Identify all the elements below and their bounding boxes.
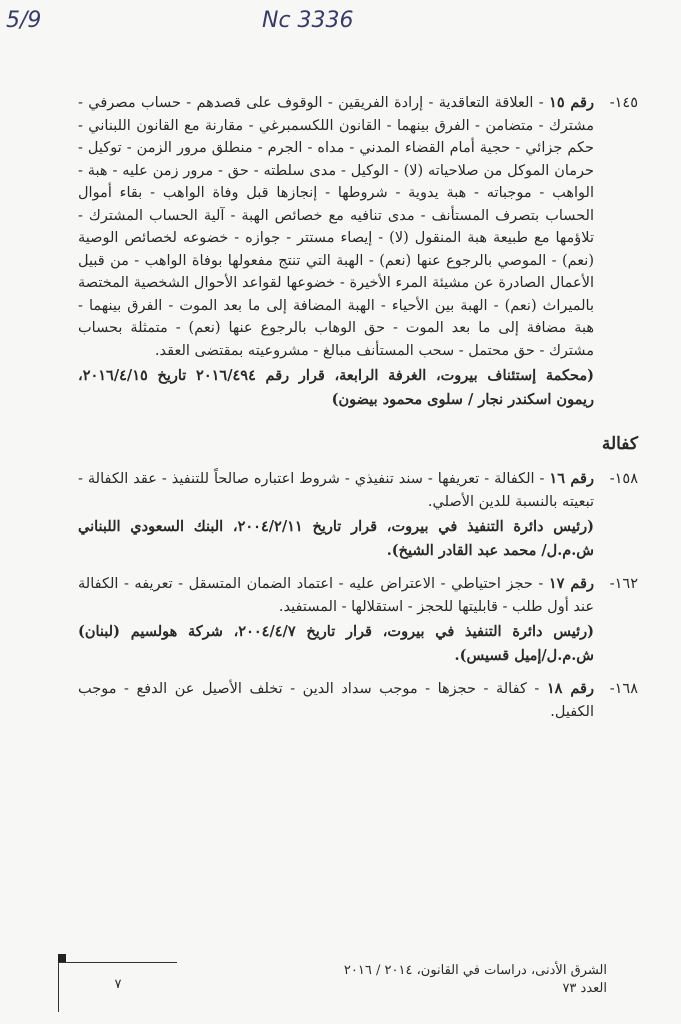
entry-body [78, 678, 594, 723]
entry-keywords: - العلاقة التعاقدية - إرادة الفريقين - الوقوف على قصدهم - حساب مصرفي - مشترك - متضامن - الفرق بينهما - القانون اللكسمبرغي - مقارنة مع القانون اللبناني - حكم جزائي - حجية أمام القضاء المدني - مداه - الجرم - منطلق مرور الزمن - توكيل - حرمان الموكل من صلاحياته (لا) - الوكيل - مدى سلطته - حق - مرور زمن عليه - هبة - الواهب - موجباته - هبة يدوية - شروطها - إنجازها قبل وفاة الواهب - بقاء أموال الحساب بتصرف المستأنف - مدى تنافيه مع خصائص الهبة - آلية الحساب المشترك - تلاؤمها مع طبيعة هبة المنقول (لا) - إيصاء مستتر - جوازه - خضوعه لخصائص الوصية (نعم) - الموصي بالرجوع عنها (نعم) - الهبة التي تنتج مفعولها بوفاة الواهب - من قبيل الأعمال الصادرة عن مشيئة المرء الأخيرة - خضوعها لقواعد الأحوال الشخصية المختصة بالميراث (نعم) - الهبة بين الأحياء - الهبة المضافة إلى ما بعد الموت - الفرق بينهما - هبة مضافة إلى ما بعد الموت - حق الوهاب بالرجوع عنها (نعم) - متمثلة بحساب مشترك - حق محتمل - سحب المستأنف مبالغ - مشروعيته بمقتضى العقد. [78, 95, 594, 359]
entry-keywords: - حجز احتياطي - الاعتراض عليه - اعتماد الضمان المتسقل - تعريفه - الكفالة عند أول طلب - قابليتها للحجز - استقلالها - المستفيد. [78, 576, 594, 615]
entry-145 [78, 92, 638, 412]
footer-marker [58, 954, 66, 962]
entry-text [78, 573, 594, 618]
journal-issue: العدد ٧٣ [562, 981, 607, 996]
entry-158 [78, 468, 638, 563]
page-footer [58, 962, 611, 1012]
page-number-box [58, 962, 177, 1012]
entry-number: ١٥٨- [609, 471, 638, 487]
entry-citation: (رئيس دائرة التنفيذ في بيروت، قرار تاريخ ٢٠٠٤/٤/٧، شركة هولسيم (لبنان) ش.م.ل/إميل قسيس). [78, 623, 594, 664]
entry-162 [78, 573, 638, 668]
entry-citation: (رئيس دائرة التنفيذ في بيروت، قرار تاريخ ٢٠٠٤/٢/١١، البنك السعودي اللبناني ش.م.ل/ محمد عبد القادر الشيخ). [78, 518, 595, 559]
entry-label: رقم ١٨ [546, 680, 594, 697]
section-title: كفالة [601, 434, 638, 454]
entry-label: رقم ١٥ [549, 94, 594, 111]
entry-text [78, 678, 594, 723]
handwritten-folio: 5/9 [6, 8, 42, 33]
entry-body [78, 92, 594, 412]
footer-journal [177, 962, 611, 1012]
entry-text [78, 92, 594, 362]
entry-citation: (محكمة إستئناف بيروت، الغرفة الرابعة، قرار رقم ٢٠١٦/٤٩٤ تاريخ ٢٠١٦/٤/١٥، ريمون اسكندر نجار / سلوى محمود بيضون) [78, 367, 595, 408]
entry-text [78, 468, 594, 513]
entry-168 [78, 678, 638, 723]
entry-keywords: - الكفالة - تعريفها - سند تنفيذي - شروط اعتباره صالحاً للتنفيذ - عقد الكفالة - تبعيته بالنسبة للدين الأصلي. [78, 471, 594, 510]
entry-label: رقم ١٧ [548, 575, 594, 592]
entry-number: ١٦٢- [609, 576, 638, 592]
entry-number: ١٤٥- [609, 95, 638, 111]
entry-label: رقم ١٦ [549, 470, 594, 487]
entry-body [78, 468, 594, 563]
entry-number: ١٦٨- [609, 681, 638, 697]
document-page [78, 92, 638, 733]
journal-title: الشرق الأدنى، دراسات في القانون، ٢٠١٤ / ٢٠١٦ [343, 963, 607, 978]
entry-keywords: - كفالة - حجزها - موجب سداد الدين - تخلف الأصيل عن الدفع - موجب الكفيل. [78, 681, 594, 720]
handwritten-reference: Nc 3336 [262, 8, 354, 33]
page-number: ٧ [114, 977, 122, 992]
entry-body [78, 573, 594, 668]
